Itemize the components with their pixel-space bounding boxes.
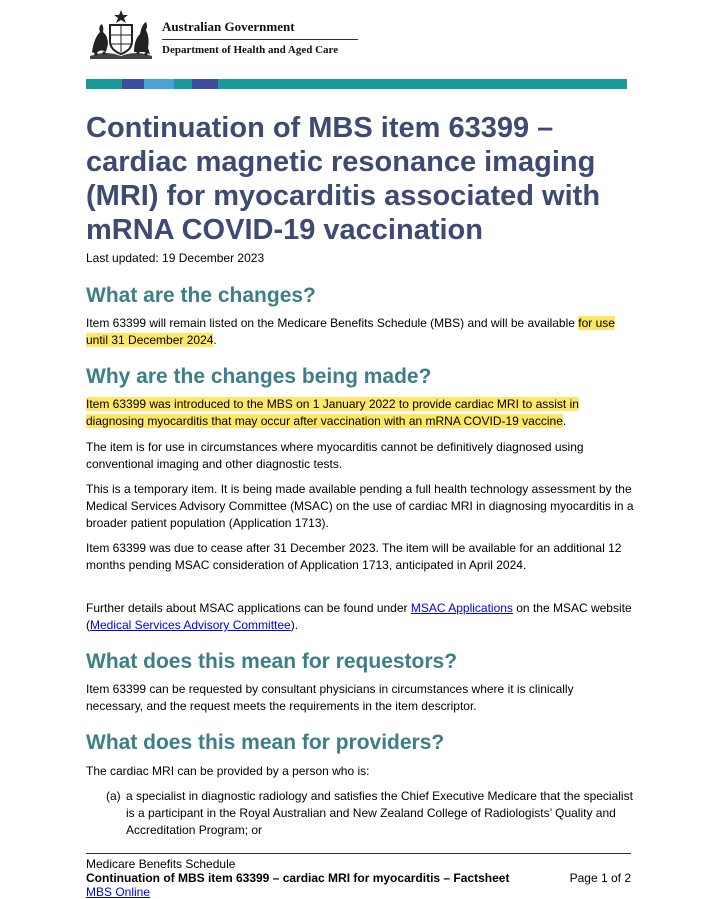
changes-paragraph bbox=[86, 315, 634, 349]
band-segment bbox=[192, 79, 218, 89]
why-paragraph-1 bbox=[86, 396, 634, 430]
government-name: Australian Government bbox=[162, 19, 295, 34]
why-text: ). bbox=[290, 618, 299, 632]
highlight-until-date: for use until 31 December 2024 bbox=[86, 316, 615, 347]
why-text: Further details about MSAC applications can be found under bbox=[86, 601, 411, 615]
msac-applications-link[interactable]: MSAC Applications bbox=[410, 601, 513, 615]
mbs-online-link[interactable]: MBS Online bbox=[86, 885, 151, 899]
coat-of-arms-icon bbox=[86, 8, 156, 60]
why-paragraph-2: The item is for use in circumstances where myocarditis cannot be definitively diagnosed using conventional imaging and other diagnostic tests. bbox=[86, 440, 584, 471]
msac-committee-link[interactable]: Medical Services Advisory Committee bbox=[90, 618, 291, 632]
heading-providers: What does this mean for providers? bbox=[86, 731, 445, 754]
page-title: Continuation of MBS item 63399 – cardiac magnetic resonance imaging (MRI) for myocarditis associated with mRNA COVID-19 vaccination bbox=[86, 112, 601, 246]
header-color-band bbox=[86, 79, 627, 89]
band-segment bbox=[144, 79, 174, 89]
why-paragraph-5 bbox=[86, 600, 634, 634]
band-segment bbox=[218, 79, 627, 89]
heading-requestors: What does this mean for requestors? bbox=[86, 650, 458, 673]
requestors-paragraph: Item 63399 can be requested by consultant physicians in circumstances where it is clinically necessary, and the request meets the requirements in the item descriptor. bbox=[86, 682, 574, 713]
band-segment bbox=[174, 79, 192, 89]
page-number: Page 1 of 2 bbox=[569, 871, 631, 885]
highlight-introduced: Item 63399 was introduced to the MBS on 1 January 2022 to provide cardiac MRI to assist in diagnosing myocarditis that may occur after vaccination with an mRNA COVID-19 vaccine bbox=[86, 397, 579, 428]
government-logo bbox=[86, 8, 376, 60]
list-marker: (a) bbox=[106, 789, 121, 803]
band-segment bbox=[122, 79, 144, 89]
list-item bbox=[106, 788, 636, 839]
footer-line-1: Medicare Benefits Schedule bbox=[86, 857, 236, 871]
changes-text-end: . bbox=[213, 333, 217, 347]
wordmark-divider bbox=[162, 39, 358, 40]
why-text: on the MSAC website ( bbox=[86, 601, 632, 632]
providers-paragraph: The cardiac MRI can be provided by a person who is: bbox=[86, 764, 370, 778]
band-segment bbox=[86, 79, 122, 89]
page-footer bbox=[86, 853, 631, 899]
changes-text: Item 63399 will remain listed on the Medicare Benefits Schedule (MBS) and will be available bbox=[86, 316, 579, 330]
why-paragraph-4: Item 63399 was due to cease after 31 December 2023. The item will be available for an additional 12 months pending MSAC consideration of Application 1713, anticipated in April 2024. bbox=[86, 541, 622, 572]
why-text-end: . bbox=[562, 414, 567, 428]
government-wordmark bbox=[162, 19, 362, 57]
why-paragraph-3: This is a temporary item. It is being made available pending a full health technology assessment by the Medical Services Advisory Committee (MSAC) on the use of cardiac MRI in diagnosing myocarditis in a broader patient population (Application 1713). bbox=[86, 482, 634, 530]
footer-document-title: Continuation of MBS item 63399 – cardiac MRI for myocarditis – Factsheet bbox=[86, 871, 510, 885]
department-name: Department of Health and Aged Care bbox=[162, 44, 339, 56]
heading-why: Why are the changes being made? bbox=[86, 365, 432, 388]
heading-changes: What are the changes? bbox=[86, 284, 316, 307]
footer-mbs-online bbox=[86, 885, 150, 899]
last-updated: Last updated: 19 December 2023 bbox=[86, 251, 265, 265]
list-item-text: a specialist in diagnostic radiology and satisfies the Chief Executive Medicare that the specialist is a participant in the Royal Australian and New Zealand College of Radiologists’ Quality and Accreditation Program; or bbox=[126, 789, 633, 837]
